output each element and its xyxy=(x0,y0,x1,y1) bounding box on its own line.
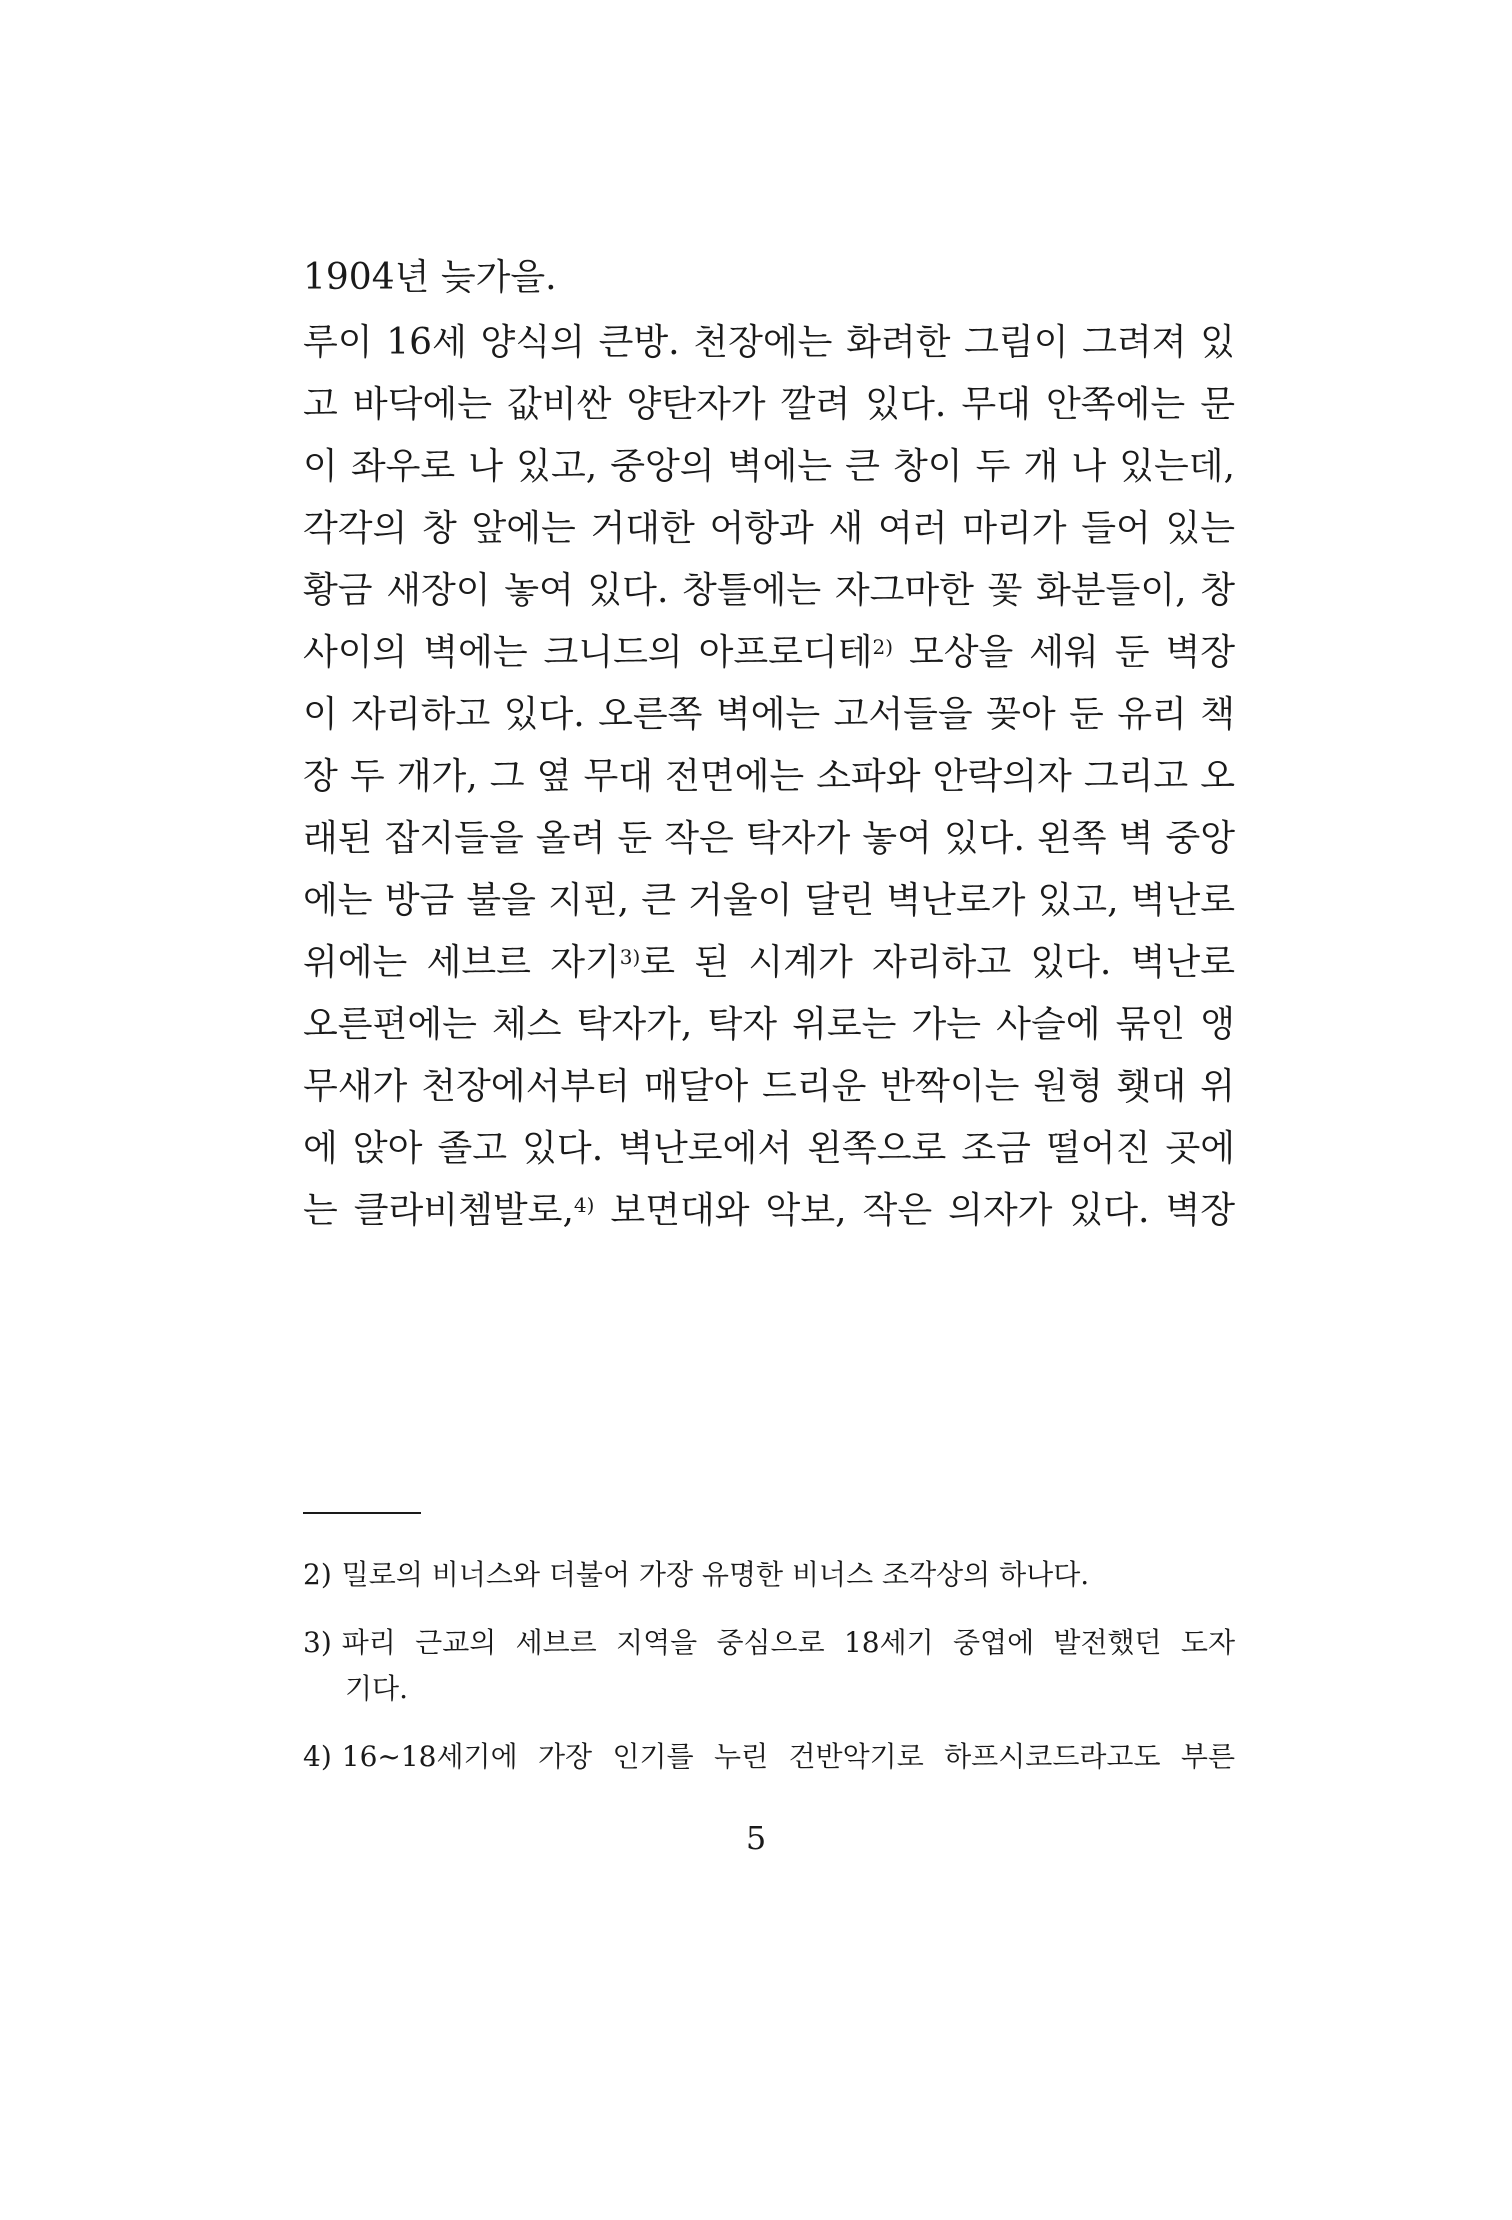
body-line: 각각의 창 앞에는 거대한 어항과 새 여러 마리가 들어 있는 xyxy=(303,508,1235,549)
footnote-line xyxy=(303,1620,1235,1666)
body-line: 루이 16세 양식의 큰방. 천장에는 화려한 그림이 그려져 있 xyxy=(303,322,1235,363)
footnote-line: 기다. xyxy=(345,1672,408,1705)
body-text-segment: 모상을 세워 둔 벽장 xyxy=(893,632,1235,673)
footnote-text: 밀로의 비너스와 더불어 가장 유명한 비너스 조각상의 하나다. xyxy=(341,1558,1090,1591)
body-line: 무새가 천장에서부터 매달아 드리운 반짝이는 원형 횃대 위 xyxy=(303,1066,1235,1107)
footnote-item xyxy=(303,1734,1235,1780)
footnote-divider xyxy=(303,1512,421,1514)
footnote-line xyxy=(303,1552,1235,1598)
body-text-segment: 로 된 시계가 자리하고 있다. 벽난로 xyxy=(640,942,1235,983)
body-text-segment: 위에는 세브르 자기 xyxy=(303,942,620,983)
body-text-segment: 사이의 벽에는 크니드의 아프로디테 xyxy=(303,632,873,673)
heading-line: 1904년 늦가을. xyxy=(303,257,557,298)
body-line xyxy=(303,622,1235,684)
body-line: 이 좌우로 나 있고, 중앙의 벽에는 큰 창이 두 개 나 있는데, xyxy=(303,446,1235,487)
footnote-reference: 2) xyxy=(872,635,894,659)
footnote-text: 16~18세기에 가장 인기를 누린 건반악기로 하프시코드라고도 부른 xyxy=(341,1740,1235,1773)
body-text-segment: 보면대와 악보, 작은 의자가 있다. 벽장 xyxy=(594,1190,1235,1231)
body-line: 이 자리하고 있다. 오른쪽 벽에는 고서들을 꽂아 둔 유리 책 xyxy=(303,694,1235,735)
footnote-number: 4) xyxy=(303,1740,332,1773)
footnote-text: 파리 근교의 세브르 지역을 중심으로 18세기 중엽에 발전했던 도자 xyxy=(341,1626,1235,1659)
body-line: 오른편에는 체스 탁자가, 탁자 위로는 가는 사슬에 묶인 앵 xyxy=(303,1004,1235,1045)
footnotes xyxy=(303,1552,1235,1802)
body-line: 에 앉아 졸고 있다. 벽난로에서 왼쪽으로 조금 떨어진 곳에 xyxy=(303,1128,1235,1169)
footnote-reference: 4) xyxy=(573,1193,595,1217)
body-line: 에는 방금 불을 지핀, 큰 거울이 달린 벽난로가 있고, 벽난로 xyxy=(303,880,1235,921)
footnote-reference: 3) xyxy=(619,945,641,969)
body-line: 고 바닥에는 값비싼 양탄자가 깔려 있다. 무대 안쪽에는 문 xyxy=(303,384,1235,425)
body-line xyxy=(303,932,1235,994)
body-text xyxy=(303,244,1235,1242)
page-number: 5 xyxy=(745,1819,767,1857)
footnote-item xyxy=(303,1620,1235,1712)
footnote-item xyxy=(303,1552,1235,1598)
footnote-line xyxy=(303,1734,1235,1780)
footnote-number: 2) xyxy=(303,1558,332,1591)
body-line: 장 두 개가, 그 옆 무대 전면에는 소파와 안락의자 그리고 오 xyxy=(303,756,1235,797)
body-text-segment: 는 클라비쳄발로, xyxy=(303,1190,574,1231)
body-line: 래된 잡지들을 올려 둔 작은 탁자가 놓여 있다. 왼쪽 벽 중앙 xyxy=(303,818,1235,859)
body-line: 황금 새장이 놓여 있다. 창틀에는 자그마한 꽃 화분들이, 창 xyxy=(303,570,1235,611)
body-line xyxy=(303,1180,1235,1242)
footnote-number: 3) xyxy=(303,1626,332,1659)
